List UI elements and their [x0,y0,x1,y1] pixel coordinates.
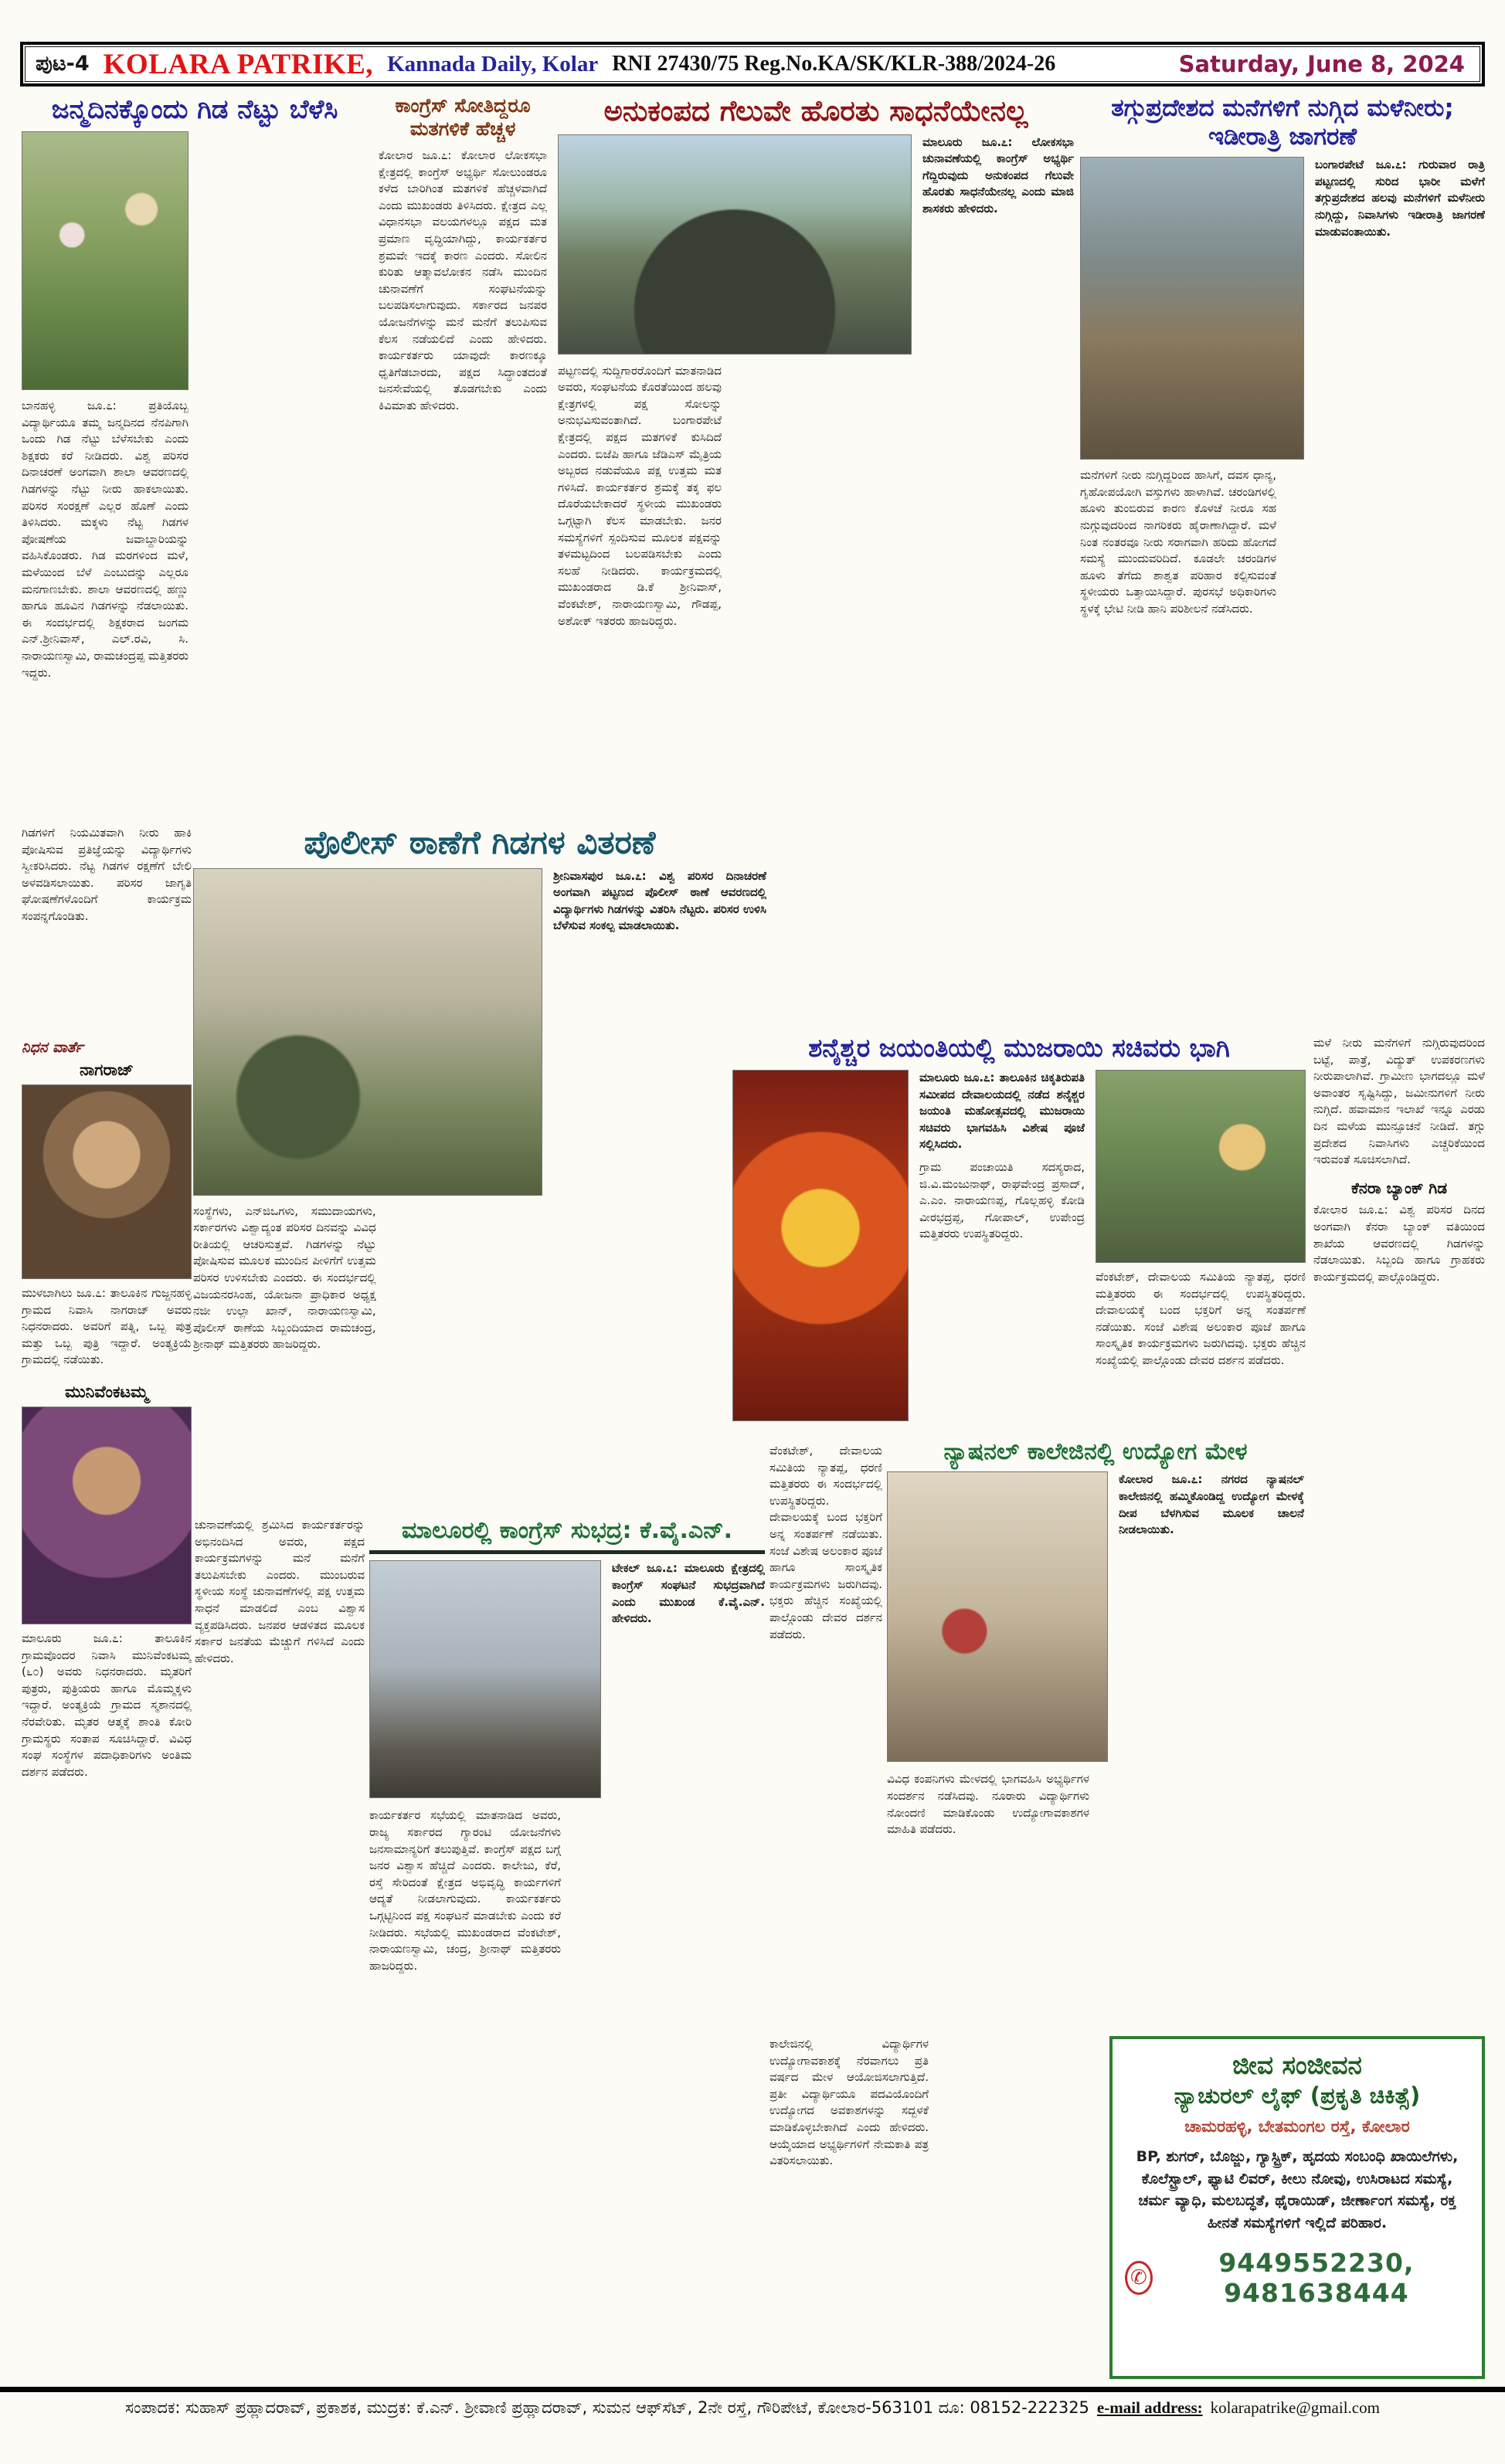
article-lead-row [369,1560,765,1801]
article-lead-row [558,134,1074,357]
article-lead: ಶ್ರೀನಿವಾಸಪುರ ಜೂ.೭: ವಿಶ್ವ ಪರಿಸರ ದಿನಾಚರಣೆ ಅಂಗವಾಗಿ ಪಟ್ಟಣದ ಪೊಲೀಸ್ ಠಾಣೆ ಆವರಣದಲ್ಲಿ ವಿದ್ಯಾರ್ಥಿಗಳು ಗಿಡಗಳನ್ನು ವಿತರಿಸಿ ನೆಟ್ಟರು. ಪರಿಸರ ಉಳಿಸಿ ಬೆಳೆಸುವ ಸಂಕಲ್ಪ ಮಾಡಲಾಯಿತು. [553,868,766,933]
article-columns [1080,467,1485,1000]
article-malur-congress [369,1517,765,2379]
article-lead: ಬಂಗಾರಪೇಟೆ ಜೂ.೭: ಗುರುವಾರ ರಾತ್ರಿ ಪಟ್ಟಣದಲ್ಲಿ ಸುರಿದ ಭಾರೀ ಮಳೆಗೆ ತಗ್ಗುಪ್ರದೇಶದ ಹಲವು ಮನೆಗಳಿಗೆ ಮಳೆನೀರು ನುಗ್ಗಿದ್ದು, ನಿವಾಸಿಗಳು ಇಡೀರಾತ್ರಿ ಜಾಗರಣೆ ಮಾಡುವಂತಾಯಿತು. [1315,158,1485,239]
obituary-body: ಮುಳಬಾಗಿಲು ಜೂ.೭: ತಾಲೂಕಿನ ಗುಜ್ಜನಹಳ್ಳಿ ಗ್ರಾಮದ ನಿವಾಸಿ ನಾಗರಾಜ್ ಅವರು ನಿಧನರಾದರು. ಅವರಿಗೆ ಪತ್ನಿ, ಒಬ್ಬ ಪುತ್ರ ಮತ್ತು ಒಬ್ಬ ಪುತ್ರಿ ಇದ್ದಾರೆ. ಅಂತ್ಯಕ್ರಿಯೆ ಗ್ರಾಮದಲ್ಲಿ ನಡೆಯಿತು. [22,1286,192,1367]
photo-malur-meeting [369,1560,601,1798]
headline-malur-congress: ಮಾಲೂರಲ್ಲಿ ಕಾಂಗ್ರೆಸ್ ಸುಭದ್ರ: ಕೆ.ವೈ.ಎನ್. [369,1517,765,1554]
article-birthday-continuation [22,825,192,1027]
paper-title: KOLARA PATRIKE, [103,48,374,80]
article-columns [193,1203,766,1497]
imprint-footer [0,2387,1505,2418]
article-body: ಗ್ರಾಮ ಪಂಚಾಯಿತಿ ಸದಸ್ಯರಾದ, ಜಿ.ವಿ.ಮಂಜುನಾಥ್, ರಾಘವೇಂದ್ರ ಪ್ರಸಾದ್, ಎ.ಎಂ. ನಾರಾಯಣಪ್ಪ, ಗೊಲ್ಲಹಳ್ಳಿ ಕೋಡಿ ವೀರಭದ್ರಪ್ಪ, ಗೋಪಾಲ್, ಉಪೇಂದ್ರ ಮತ್ತಿತರರು ಉಪಸ್ಥಿತರಿದ್ದರು. [919,1159,1085,1241]
issue-date: Saturday, June 8, 2024 [1178,51,1465,77]
article-malur-continuation [195,1517,365,2376]
headline-shani-jayanthi: ಶನೈಶ್ಚರ ಜಯಂತಿಯಲ್ಲಿ ಮುಜರಾಯಿ ಸಚಿವರು ಭಾಗಿ [808,1033,1230,1063]
paper-subtitle: Kannada Daily, Kolar [387,51,599,76]
article-body: ಕಾರ್ಯಕರ್ತರ ಸಭೆಯಲ್ಲಿ ಮಾತನಾಡಿದ ಅವರು, ರಾಜ್ಯ ಸರ್ಕಾರದ ಗ್ಯಾರಂಟಿ ಯೋಜನೆಗಳು ಜನಸಾಮಾನ್ಯರಿಗೆ ತಲುಪುತ್ತಿವೆ. ಕಾಂಗ್ರೆಸ್ ಪಕ್ಷದ ಬಗ್ಗೆ ಜನರ ವಿಶ್ವಾಸ ಹೆಚ್ಚಿದೆ ಎಂದರು. ಕಾಲೇಜು, ಕೆರೆ, ರಸ್ತೆ ಸೇರಿದಂತೆ ಕ್ಷೇತ್ರದ ಅಭಿವೃದ್ಧಿ ಕಾರ್ಯಗಳಿಗೆ ಆದ್ಯತೆ ನೀಡಲಾಗುವುದು. ಕಾರ್ಯಕರ್ತರು ಒಗ್ಗಟ್ಟಿನಿಂದ ಪಕ್ಷ ಸಂಘಟನೆ ಮಾಡಬೇಕು ಎಂದು ಕರೆ ನೀಡಿದರು. ಸಭೆಯಲ್ಲಿ ಮುಖಂಡರಾದ ವೆಂಕಟೇಶ್, ನಾರಾಯಣಸ್ವಾಮಿ, ಚಂದ್ರ, ಶ್ರೀನಾಥ್ ಮತ್ತಿತರರು ಹಾಜರಿದ್ದರು. [369,1808,561,1973]
headline-sympathy-win: ಅನುಕಂಪದ ಗೆಲುವೇ ಹೊರತು ಸಾಧನೆಯೇನಲ್ಲ [603,94,1028,127]
article-body: ಚುನಾವಣೆಯಲ್ಲಿ ಶ್ರಮಿಸಿದ ಕಾರ್ಯಕರ್ತರನ್ನು ಅಭಿನಂದಿಸಿದ ಅವರು, ಪಕ್ಷದ ಕಾರ್ಯಕ್ರಮಗಳನ್ನು ಮನೆ ಮನೆಗೆ ತಲುಪಿಸಬೇಕು ಎಂದರು. ಮುಂಬರುವ ಸ್ಥಳೀಯ ಸಂಸ್ಥೆ ಚುನಾವಣೆಗಳಲ್ಲಿ ಪಕ್ಷ ಉತ್ತಮ ಸಾಧನೆ ಮಾಡಲಿದೆ ಎಂಬ ವಿಶ್ವಾಸ ವ್ಯಕ್ತಪಡಿಸಿದರು. ಜನಪರ ಆಡಳಿತದ ಮೂಲಕ ಸರ್ಕಾರ ಜನತೆಯ ಮೆಚ್ಚುಗೆ ಗಳಿಸಿದೆ ಎಂದು ಹೇಳಿದರು. [195,1518,365,1665]
imprint-text: ಸಂಪಾದಕ: ಸುಹಾಸ್ ಪ್ರಹ್ಲಾದರಾವ್, ಪ್ರಕಾಶಕ, ಮುದ್ರಕ: ಕೆ.ಎನ್. ಶ್ರೀವಾಣಿ ಪ್ರಹ್ಲಾದರಾವ್, ಸುಮನ ಆಫ್‌ಸೆಟ್, 2ನೇ ರಸ್ತೆ, ಗೌರಿಪೇಟೆ, ಕೋಲಾರ-563101 ದೂ: 08152-222325 [125,2398,1089,2417]
article-shani-jayanthi [732,1033,1306,1437]
article-body: ಮನೆಗಳಿಗೆ ನೀರು ನುಗ್ಗಿದ್ದರಿಂದ ಹಾಸಿಗೆ, ದವಸ ಧಾನ್ಯ, ಗೃಹೋಪಯೋಗಿ ವಸ್ತುಗಳು ಹಾಳಾಗಿವೆ. ಚರಂಡಿಗಳಲ್ಲಿ ಹೂಳು ತುಂಬಿರುವ ಕಾರಣ ಕೊಳಚೆ ನೀರೂ ಸಹ ನುಗ್ಗುವುದರಿಂದ ನಾಗರಿಕರು ಹೈರಾಣಾಗಿದ್ದಾರೆ. ಮಳೆ ನಿಂತ ನಂತರವೂ ನೀರು ಸರಾಗವಾಗಿ ಹರಿದು ಹೋಗದೆ ಸಮಸ್ಯೆ ಮುಂದುವರಿದಿದೆ. ಕೂಡಲೇ ಚರಂಡಿಗಳ ಹೂಳು ತೆಗೆದು ಶಾಶ್ವತ ಪರಿಹಾರ ಕಲ್ಪಿಸುವಂತೆ ಸ್ಥಳೀಯರು ಒತ್ತಾಯಿಸಿದ್ದಾರೆ. ಪುರಸಭೆ ಅಧಿಕಾರಿಗಳು ಸ್ಥಳಕ್ಕೆ ಭೇಟಿ ನೀಡಿ ಹಾನಿ ಪರಿಶೀಲನೆ ನಡೆಸಿದರು. [1080,468,1276,616]
article-job-fair-continuation [769,2036,1100,2374]
article-lead-row [732,1070,1306,1425]
article-congress-votes [379,94,547,816]
headline-congress-votes: ಕಾಂಗ್ರೆಸ್ ಸೋತಿದ್ದರೂ ಮತಗಳಿಕೆ ಹೆಚ್ಚಳ [395,94,531,140]
headline-police-plants: ಪೊಲೀಸ್ ಠಾಣೆಗೆ ಗಿಡಗಳ ವಿತರಣೆ [304,823,656,861]
article-columns [769,2036,1100,2368]
article-job-fair [887,1438,1304,2028]
photo-obituary-portrait-female [22,1407,192,1624]
obituary-body: ಮಾಲೂರು ಜೂ.೭: ತಾಲೂಕಿನ ಗ್ರಾಮವೊಂದರ ನಿವಾಸಿ ಮುನಿವೆಂಕಟಮ್ಮ (೬೦) ಅವರು ನಿಧನರಾದರು. ಮೃತರಿಗೆ ಪುತ್ರರು, ಪುತ್ರಿಯರು ಹಾಗೂ ಮೊಮ್ಮಕ್ಕಳು ಇದ್ದಾರೆ. ಅಂತ್ಯಕ್ರಿಯೆ ಗ್ರಾಮದ ಸ್ಮಶಾನದಲ್ಲಿ ನೆರವೇರಿತು. ಮೃತರ ಆತ್ಮಕ್ಕೆ ಶಾಂತಿ ಕೋರಿ ಗ್ರಾಮಸ್ಥರು ಸಂತಾಪ ಸೂಚಿಸಿದ್ದಾರೆ. ವಿವಿಧ ಸಂಘ ಸಂಸ್ಥೆಗಳ ಪದಾಧಿಕಾರಿಗಳು ಅಂತಿಮ ದರ್ಶನ ಪಡೆದರು. [22,1631,192,1779]
article-shani-continuation [769,1443,882,2027]
article-body: ವೆಂಕಟೇಶ್, ದೇವಾಲಯ ಸಮಿತಿಯ ನ್ಯಾತಪ್ಪ, ಧರಣಿ ಮತ್ತಿತರರು ಈ ಸಂದರ್ಭದಲ್ಲಿ ಉಪಸ್ಥಿತರಿದ್ದರು. ದೇವಾಲಯಕ್ಕೆ ಬಂದ ಭಕ್ತರಿಗೆ ಅನ್ನ ಸಂತರ್ಪಣೆ ನಡೆಯಿತು. ಸಂಜೆ ವಿಶೇಷ ಅಲಂಕಾರ ಪೂಜೆ ಹಾಗೂ ಸಾಂಸ್ಕೃತಿಕ ಕಾರ್ಯಕ್ರಮಗಳು ಜರುಗಿದವು. ಭಕ್ತರು ಹೆಚ್ಚಿನ ಸಂಖ್ಯೆಯಲ್ಲಿ ಪಾಲ್ಗೊಂಡು ದೇವರ ದರ್ಶನ ಪಡೆದರು. [1096,1269,1306,1367]
headline-birthday-tree: ಜನ್ಮದಿನಕ್ಕೊಂದು ಗಿಡ ನೆಟ್ಟು ಬೆಳೆಸಿ [51,94,338,125]
masthead [20,42,1485,87]
brief-body: ಕೋಲಾರ ಜೂ.೭: ವಿಶ್ವ ಪರಿಸರ ದಿನದ ಅಂಗವಾಗಿ ಕೆನರಾ ಬ್ಯಾಂಕ್ ವತಿಯಿಂದ ಶಾಖೆಯ ಆವರಣದಲ್ಲಿ ಗಿಡಗಳನ್ನು ನೆಡಲಾಯಿತು. ಸಿಬ್ಬಂದಿ ಹಾಗೂ ಗ್ರಾಹಕರು ಕಾರ್ಯಕ್ರಮದಲ್ಲಿ ಪಾಲ್ಗೊಂಡಿದ್ದರು. [1313,1203,1485,1284]
ad-title-line2: ನ್ಯಾಚುರಲ್ ಲೈಫ್ (ಪ್ರಕೃತಿ ಚಿಕಿತ್ಸೆ) [1174,2082,1421,2109]
article-lead: ಮಾಲೂರು ಜೂ.೭: ಲೋಕಸಭಾ ಚುನಾವಣೆಯಲ್ಲಿ ಕಾಂಗ್ರೆಸ್ ಅಭ್ಯರ್ಥಿ ಗೆದ್ದಿರುವುದು ಅನುಕಂಪದ ಗೆಲುವೇ ಹೊರತು ಸಾಧನೆಯೇನಲ್ಲ ಎಂದು ಮಾಜಿ ಶಾಸಕರು ಹೇಳಿದರು. [922,134,1074,216]
article-body: ಸಂಸ್ಥೆಗಳು, ಎನ್‌ಜಿಒಗಳು, ಸಮುದಾಯಗಳು, ಸರ್ಕಾರಗಳು ವಿಶ್ವಾದ್ಯಂತ ಪರಿಸರ ದಿನವನ್ನು ವಿವಿಧ ರೀತಿಯಲ್ಲಿ ಆಚರಿಸುತ್ತವೆ. ಗಿಡಗಳನ್ನು ನೆಟ್ಟು ಪೋಷಿಸುವ ಮೂಲಕ ಮುಂದಿನ ಪೀಳಿಗೆಗೆ ಉತ್ತಮ ಪರಿಸರ ಉಳಿಸಬೇಕು ಎಂದರು. ಈ ಸಂದರ್ಭದಲ್ಲಿ ವಿಜಯನರಸಿಂಹ, ಯೋಜನಾ ಪ್ರಾಧಿಕಾರ ಅಧ್ಯಕ್ಷ ನಜೀ ಉಲ್ಲಾ ಖಾನ್, ನಾರಾಯಣಸ್ವಾಮಿ, ಪೊಲೀಸ್ ಠಾಣೆಯ ಸಿಬ್ಬಂದಿಯಾದ ರಾಮಚಂದ್ರ, ಶ್ರೀನಾಥ್ ಮತ್ತಿತರರು ಹಾಜರಿದ್ದರು. [193,1203,376,1352]
article-columns [369,1807,765,2364]
page-number-label: ಪುಟ-4 [36,52,90,76]
article-lead: ಮಾಲೂರು ಜೂ.೭: ತಾಲೂಕಿನ ಚಿಕ್ಕತಿರುಪತಿ ಸಮೀಪದ ದೇವಾಲಯದಲ್ಲಿ ನಡೆದ ಶನೈಶ್ಚರ ಜಯಂತಿ ಮಹೋತ್ಸವದಲ್ಲಿ ಮುಜರಾಯಿ ಸಚಿವರು ಭಾಗವಹಿಸಿ ವಿಶೇಷ ಪೂಜೆ ಸಲ್ಲಿಸಿದರು. [919,1070,1085,1152]
article-birthday-tree [22,94,368,819]
article-photo-column [1096,1070,1306,1425]
rni-registration: RNI 27430/75 Reg.No.KA/SK/KLR-388/2024-26 [612,52,1056,76]
article-rain-flooding [1080,94,1485,1021]
email-address: kolarapatrike@gmail.com [1210,2398,1380,2417]
brief-body: ಮಳೆ ನೀರು ಮನೆಗಳಿಗೆ ನುಗ್ಗಿರುವುದರಿಂದ ಬಟ್ಟೆ, ಪಾತ್ರೆ, ವಿದ್ಯುತ್ ಉಪಕರಣಗಳು ನೀರುಪಾಲಾಗಿವೆ. ಗ್ರಾಮೀಣ ಭಾಗದಲ್ಲೂ ಮಳೆ ಅವಾಂತರ ಸೃಷ್ಟಿಸಿದ್ದು, ಜಮೀನುಗಳಿಗೆ ನೀರು ನುಗ್ಗಿದೆ. ಹವಾಮಾನ ಇಲಾಖೆ ಇನ್ನೂ ಎರಡು ದಿನ ಮಳೆಯ ಮುನ್ಸೂಚನೆ ನೀಡಿದೆ. ತಗ್ಗು ಪ್ರದೇಶದ ನಿವಾಸಿಗಳು ಎಚ್ಚರಿಕೆಯಿಂದ ಇರುವಂತೆ ಸೂಚಿಸಲಾಗಿದೆ. [1313,1036,1485,1167]
obituary-column [22,1039,192,2375]
article-lead-column [919,1070,1085,1425]
photo-flooded-house [1080,157,1304,460]
ad-body-text: BP, ಶುಗರ್, ಬೊಜ್ಜು, ಗ್ಯಾಸ್ಟ್ರಿಕ್, ಹೃದಯ ಸಂಬಂಧಿ ಖಾಯಿಲೆಗಳು, ಕೊಲೆಸ್ಟ್ರಾಲ್, ಫ್ಯಾಟಿ ಲಿವರ್, ಕೀಲು ನೋವು, ಉಸಿರಾಟದ ಸಮಸ್ಯೆ, ಚರ್ಮ ವ್ಯಾಧಿ, ಮಲಬದ್ಧತೆ, ಥೈರಾಯಿಡ್, ಜೀರ್ಣಾಂಗ ಸಮಸ್ಯೆ, ರಕ್ತ ಹೀನತೆ ಸಮಸ್ಯೆಗಳಿಗೆ ಇಲ್ಲಿದೆ ಪರಿಹಾರ. [1136,2148,1459,2232]
ad-phone-numbers: 9449552230, 9481638444 [1218,2248,1415,2308]
headline-job-fair: ನ್ಯಾಷನಲ್ ಕಾಲೇಜಿನಲ್ಲಿ ಉದ್ಯೋಗ ಮೇಳ [943,1438,1248,1465]
obituary-name: ಮುನಿವೆಂಕಟಮ್ಮ [65,1382,148,1401]
article-police-plants [193,823,766,1509]
brief-subheadline: ಕೆನರಾ ಬ್ಯಾಂಕ್ ಗಿಡ [1351,1178,1447,1197]
article-body: ವೆಂಕಟೇಶ್, ದೇವಾಲಯ ಸಮಿತಿಯ ನ್ಯಾತಪ್ಪ, ಧರಣಿ ಮತ್ತಿತರರು ಈ ಸಂದರ್ಭದಲ್ಲಿ ಉಪಸ್ಥಿತರಿದ್ದರು. ದೇವಾಲಯಕ್ಕೆ ಬಂದ ಭಕ್ತರಿಗೆ ಅನ್ನ ಸಂತರ್ಪಣೆ ನಡೆಯಿತು. ಸಂಜೆ ವಿಶೇಷ ಅಲಂಕಾರ ಪೂಜೆ ಹಾಗೂ ಸಾಂಸ್ಕೃತಿಕ ಕಾರ್ಯಕ್ರಮಗಳು ಜರುಗಿದವು. ಭಕ್ತರು ಹೆಚ್ಚಿನ ಸಂಖ್ಯೆಯಲ್ಲಿ ಪಾಲ್ಗೊಂಡು ದೇವರ ದರ್ಶನ ಪಡೆದರು. [769,1444,882,1641]
article-columns [22,131,368,802]
article-body: ಕೋಲಾರ ಜೂ.೭: ಕೋಲಾರ ಲೋಕಸಭಾ ಕ್ಷೇತ್ರದಲ್ಲಿ ಕಾಂಗ್ರೆಸ್ ಅಭ್ಯರ್ಥಿ ಸೋಲುಂಡರೂ ಕಳೆದ ಬಾರಿಗಿಂತ ಮತಗಳಿಕೆ ಹೆಚ್ಚಳವಾಗಿದೆ ಎಂದು ಮುಖಂಡರು ತಿಳಿಸಿದರು. ಕ್ಷೇತ್ರದ ಎಲ್ಲ ವಿಧಾನಸಭಾ ವಲಯಗಳಲ್ಲೂ ಪಕ್ಷದ ಮತ ಪ್ರಮಾಣ ವೃದ್ಧಿಯಾಗಿದ್ದು, ಕಾರ್ಯಕರ್ತರ ಶ್ರಮವೇ ಇದಕ್ಕೆ ಕಾರಣ ಎಂದರು. ಸೋಲಿನ ಕುರಿತು ಆತ್ಮಾವಲೋಕನ ನಡೆಸಿ ಮುಂದಿನ ಚುನಾವಣೆಗೆ ಸಂಘಟನೆಯನ್ನು ಬಲಪಡಿಸಲಾಗುವುದು. ಸರ್ಕಾರದ ಜನಪರ ಯೋಜನೆಗಳನ್ನು ಮನೆ ಮನೆಗೆ ತಲುಪಿಸುವ ಕೆಲಸ ನಡೆಯಲಿದೆ ಎಂದು ಹೇಳಿದರು. ಕಾರ್ಯಕರ್ತರು ಯಾವುದೇ ಕಾರಣಕ್ಕೂ ಧೃತಿಗೆಡಬಾರದು, ಪಕ್ಷದ ಸಿದ್ಧಾಂತದಂತೆ ಜನಸೇವೆಯಲ್ಲಿ ತೊಡಗಬೇಕು ಎಂದು ಕಿವಿಮಾತು ಹೇಳಿದರು. [379,148,547,412]
article-columns [887,1771,1304,2003]
ad-nature-cure [1109,2036,1485,2379]
article-lead: ಟೇಕಲ್ ಜೂ.೭: ಮಾಲೂರು ಕ್ಷೇತ್ರದಲ್ಲಿ ಕಾಂಗ್ರೆಸ್ ಸಂಘಟನೆ ಸುಭದ್ರವಾಗಿದೆ ಎಂದು ಮುಖಂಡ ಕೆ.ವೈ.ಎನ್. ಹೇಳಿದರು. [612,1561,765,1626]
article-body: ಪಟ್ಟಣದಲ್ಲಿ ಸುದ್ದಿಗಾರರೊಂದಿಗೆ ಮಾತನಾಡಿದ ಅವರು, ಸಂಘಟನೆಯ ಕೊರತೆಯಿಂದ ಹಲವು ಕ್ಷೇತ್ರಗಳಲ್ಲಿ ಪಕ್ಷ ಸೋಲನ್ನು ಅನುಭವಿಸುವಂತಾಗಿದೆ. ಬಂಗಾರಪೇಟೆ ಕ್ಷೇತ್ರದಲ್ಲಿ ಪಕ್ಷದ ಮತಗಳಿಕೆ ಕುಸಿದಿದೆ ಎಂದರು. ಬಿಜೆಪಿ ಹಾಗೂ ಜೆಡಿಎಸ್ ಮೈತ್ರಿಯ ಅಬ್ಬರದ ನಡುವೆಯೂ ಪಕ್ಷ ಉತ್ತಮ ಮತ ಗಳಿಸಿದೆ. ಕಾರ್ಯಕರ್ತರ ಶ್ರಮಕ್ಕೆ ತಕ್ಕ ಫಲ ದೊರೆಯಬೇಕಾದರೆ ಸ್ಥಳೀಯ ಮುಖಂಡರು ಒಗ್ಗಟ್ಟಾಗಿ ಕೆಲಸ ಮಾಡಬೇಕು. ಜನರ ಸಮಸ್ಯೆಗಳಿಗೆ ಸ್ಪಂದಿಸುವ ಮೂಲಕ ಪಕ್ಷವನ್ನು ತಳಮಟ್ಟದಿಂದ ಬಲಪಡಿಸಬೇಕು ಎಂದು ಸಲಹೆ ನೀಡಿದರು. ಕಾರ್ಯಕ್ರಮದಲ್ಲಿ ಮುಖಂಡರಾದ ಡಿ.ಕೆ ಶ್ರೀನಿವಾಸ್, ವೆಂಕಟೇಶ್, ನಾರಾಯಣಸ್ವಾಮಿ, ಗೌಡಪ್ಪ, ಅಶೋಕ್ ಇತರರು ಹಾಜರಿದ್ದರು. [558,363,722,628]
photo-tree-planting [22,131,189,390]
photo-police-station-plants [193,868,542,1196]
ad-address: ಚಾಮರಹಳ್ಳಿ, ಬೇತಮಂಗಲ ರಸ್ತೆ, ಕೋಲಾರ [1184,2117,1410,2136]
photo-congress-flag-gathering [558,134,912,355]
photo-ribbon-cutting [1096,1070,1306,1263]
article-body: ವಿವಿಧ ಕಂಪನಿಗಳು ಮೇಳದಲ್ಲಿ ಭಾಗವಹಿಸಿ ಅಭ್ಯರ್ಥಿಗಳ ಸಂದರ್ಶನ ನಡೆಸಿದವು. ನೂರಾರು ವಿದ್ಯಾರ್ಥಿಗಳು ನೋಂದಣಿ ಮಾಡಿಕೊಂಡು ಉದ್ಯೋಗಾವಕಾಶಗಳ ಮಾಹಿತಿ ಪಡೆದರು. [887,1772,1089,1837]
article-lead-row [887,1471,1304,1765]
ad-title-line1: ಜೀವ ಸಂಜೀವನ [1232,2050,1362,2080]
article-lead-row [193,868,766,1197]
obituary-section-label: ನಿಧನ ವಾರ್ತೆ [22,1039,83,1056]
right-rail-briefs [1313,1035,1485,2028]
ad-phone-row [1125,2248,1469,2308]
photo-job-fair-lamp [887,1471,1108,1762]
article-body: ಗಿಡಗಳಿಗೆ ನಿಯಮಿತವಾಗಿ ನೀರು ಹಾಕಿ ಪೋಷಿಸುವ ಪ್ರತಿಜ್ಞೆಯನ್ನು ವಿದ್ಯಾರ್ಥಿಗಳು ಸ್ವೀಕರಿಸಿದರು. ನೆಟ್ಟ ಗಿಡಗಳ ರಕ್ಷಣೆಗೆ ಬೇಲಿ ಅಳವಡಿಸಲಾಯಿತು. ಪರಿಸರ ಜಾಗೃತಿ ಘೋಷಣೆಗಳೊಂದಿಗೆ ಕಾರ್ಯಕ್ರಮ ಸಂಪನ್ನಗೊಂಡಿತು. [22,826,192,923]
headline-rain-flooding: ತಗ್ಗುಪ್ರದೇಶದ ಮನೆಗಳಿಗೆ ನುಗ್ಗಿದ ಮಳೆನೀರು; ಇಡೀರಾತ್ರಿ ಜಾಗರಣೆ [1111,94,1454,151]
obituary-name: ನಾಗರಾಜ್ [80,1061,134,1079]
photo-obituary-portrait-male [22,1084,192,1279]
article-lead: ಕೋಲಾರ ಜೂ.೭: ನಗರದ ನ್ಯಾಷನಲ್ ಕಾಲೇಜಿನಲ್ಲಿ ಹಮ್ಮಿಕೊಂಡಿದ್ದ ಉದ್ಯೋಗ ಮೇಳಕ್ಕೆ ದೀಪ ಬೆಳಗಿಸುವ ಮೂಲಕ ಚಾಲನೆ ನೀಡಲಾಯಿತು. [1119,1472,1304,1537]
phone-icon: ✆ [1125,2261,1153,2295]
photo-decorated-idol [732,1070,909,1421]
email-label: e-mail address: [1096,2398,1203,2417]
article-lead-row [1080,157,1485,461]
article-body: ಬಾನಹಳ್ಳಿ ಜೂ.೭: ಪ್ರತಿಯೊಬ್ಬ ವಿದ್ಯಾರ್ಥಿಯೂ ತಮ್ಮ ಜನ್ಮದಿನದ ನೆನಪಿಗಾಗಿ ಒಂದು ಗಿಡ ನೆಟ್ಟು ಬೆಳೆಸಬೇಕು ಎಂದು ಶಿಕ್ಷಕರು ಕರೆ ನೀಡಿದರು. ವಿಶ್ವ ಪರಿಸರ ದಿನಾಚರಣೆ ಅಂಗವಾಗಿ ಶಾಲಾ ಆವರಣದಲ್ಲಿ ಗಿಡಗಳನ್ನು ನೆಟ್ಟು ನೀರು ಹಾಕಲಾಯಿತು. ಪರಿಸರ ಸಂರಕ್ಷಣೆ ಎಲ್ಲರ ಹೊಣೆ ಎಂದು ತಿಳಿಸಿದರು. ಮಕ್ಕಳು ನೆಟ್ಟ ಗಿಡಗಳ ಪೋಷಣೆಯ ಜವಾಬ್ದಾರಿಯನ್ನು ವಹಿಸಿಕೊಂಡರು. ಗಿಡ ಮರಗಳಿಂದ ಮಳೆ, ಮಳೆಯಿಂದ ಬೆಳೆ ಎಂಬುದನ್ನು ಎಲ್ಲರೂ ಮನಗಾಣಬೇಕು. ಶಾಲಾ ಆವರಣದಲ್ಲಿ ಹಣ್ಣು ಹಾಗೂ ಹೂವಿನ ಗಿಡಗಳನ್ನು ನೆಡಲಾಯಿತು. ಈ ಸಂದರ್ಭದಲ್ಲಿ ಶಿಕ್ಷಕರಾದ ಜಂಗಮ ಎನ್.ಶ್ರೀನಿವಾಸ್, ಎಲ್.ರವಿ, ಸಿ. ನಾರಾಯಣಸ್ವಾಮಿ, ರಾಮಚಂದ್ರಪ್ಪ ಮತ್ತಿತರರು ಇದ್ದರು. [22,399,189,680]
article-body: ಕಾಲೇಜಿನಲ್ಲಿ ವಿದ್ಯಾರ್ಥಿಗಳ ಉದ್ಯೋಗಾವಕಾಶಕ್ಕೆ ನೆರವಾಗಲು ಪ್ರತಿ ವರ್ಷದ ಮೇಳ ಆಯೋಜಿಸಲಾಗುತ್ತಿದೆ. ಪ್ರತೀ ವಿದ್ಯಾರ್ಥಿಯೂ ಪದವಿಯೊಂದಿಗೆ ಉದ್ಯೋಗದ ಅವಕಾಶಗಳನ್ನು ಸದ್ಬಳಕೆ ಮಾಡಿಕೊಳ್ಳಬೇಕಾಗಿದೆ ಎಂದು ಹೇಳಿದರು. ಆಯ್ಕೆಯಾದ ಅಭ್ಯರ್ಥಿಗಳಿಗೆ ನೇಮಕಾತಿ ಪತ್ರ ವಿತರಿಸಲಾಯಿತು. [769,2037,929,2168]
